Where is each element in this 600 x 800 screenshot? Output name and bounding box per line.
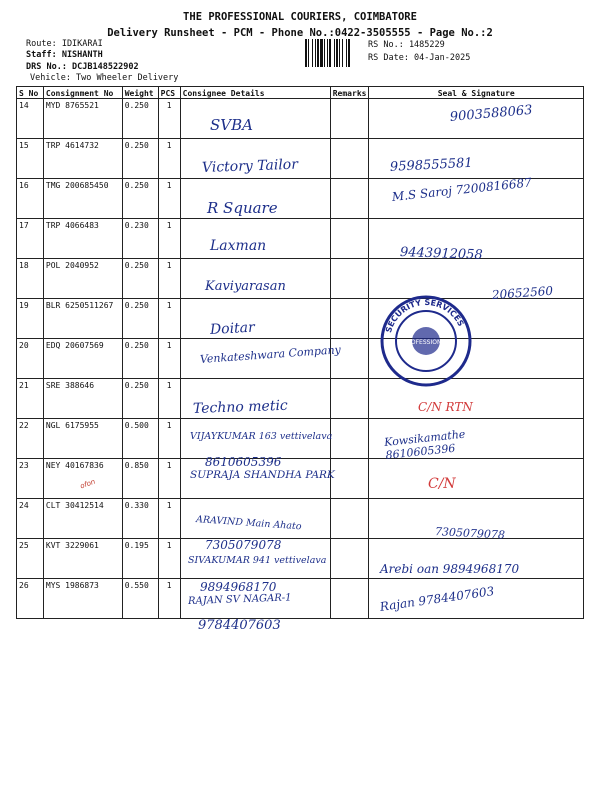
cell-remarks [330,379,369,419]
cell-consignment: MYD 8765521 [43,99,122,139]
col-header-consignee: Consignee Details [180,87,330,99]
cell-weight: 0.250 [122,299,158,339]
cell-remarks [330,179,369,219]
cell-remarks [330,99,369,139]
cell-consignment: TRP 4614732 [43,139,122,179]
consignee-phone-25: 9894968170 [200,580,277,594]
cell-weight: 0.550 [122,579,158,619]
barcode [305,39,363,67]
rs-date: RS Date: 04-Jan-2025 [368,53,471,63]
cell-weight: 0.250 [122,99,158,139]
table-row [17,139,584,179]
col-header-pcs: PCS [158,87,180,99]
cell-consignment: MYS 1986873 [43,579,122,619]
col-header-signature: Seal & Signature [369,87,584,99]
cell-remarks [330,139,369,179]
col-header-sno: S No [17,87,44,99]
cell-pcs: 1 [158,299,180,339]
col-header-remarks: Remarks [330,87,369,99]
cell-pcs: 1 [158,179,180,219]
vehicle-text: Vehicle: Two Wheeler Delivery [30,73,179,83]
signature-16: M.S Saroj 7200816687 [391,175,533,204]
cell-weight: 0.250 [122,379,158,419]
signature-15: 9598555581 [389,155,473,175]
cell-consignment: EDQ 20607569 [43,339,122,379]
company-title: THE PROFESSIONAL COURIERS, COIMBATORE [183,11,417,23]
staff-text: Staff: NISHANTH [26,50,103,60]
consignee-hand-21: Techno metic [192,397,289,417]
consignee-phone-24: 7305079078 [205,538,282,552]
cell-sno: 14 [17,99,44,139]
consignee-hand-23: SUPRAJA SHANDHA PARK [190,469,335,481]
cell-weight: 0.230 [122,219,158,259]
signature-23: C/N [428,476,456,492]
cell-weight: 0.195 [122,539,158,579]
cell-sno: 24 [17,499,44,539]
cell-weight: 0.250 [122,259,158,299]
cell-consignment: CLT 30412514 [43,499,122,539]
barcode-bar [350,39,351,67]
cell-pcs: 1 [158,459,180,499]
cell-pcs: 1 [158,379,180,419]
cell-sno: 20 [17,339,44,379]
consignee-hand-14: SVBA [210,116,253,134]
cell-sno: 18 [17,259,44,299]
table-row [17,299,584,339]
stamp-inner-text: PROFESSIONAL [403,339,449,346]
consignee-hand-15: Victory Tailor [201,156,299,176]
cell-sno: 15 [17,139,44,179]
consignee-phone-22: 8610605396 [205,455,282,469]
cell-consignment: KVT 3229061 [43,539,122,579]
cell-consignment: NGL 6175955 [43,419,122,459]
cell-sno: 16 [17,179,44,219]
cell-remarks [330,219,369,259]
col-header-consignment: Consignment No [43,87,122,99]
cell-sno: 23 [17,459,44,499]
cell-weight: 0.250 [122,339,158,379]
signature-25: Arebi oan 9894968170 [380,562,520,576]
cell-sno: 21 [17,379,44,419]
cell-weight: 0.250 [122,139,158,179]
cell-consignment: NEY 40167836 [43,459,122,499]
cell-consignment: BLR 6250511267 [43,299,122,339]
remark-note-23: ofon [79,477,97,491]
cell-pcs: 1 [158,139,180,179]
stamp-ring-text: SECURITY SERVICES [384,297,466,334]
signature-26: Rajan 9784407603 [379,584,496,614]
signature-14: 9003588063 [449,102,534,125]
consignee-hand-25: SIVAKUMAR 941 vettivelava [188,555,327,566]
cell-pcs: 1 [158,419,180,459]
cell-pcs: 1 [158,539,180,579]
cell-sno: 26 [17,579,44,619]
signature-24: 7305079078 [434,525,506,542]
consignee-phone-26: 9784407603 [198,618,281,633]
consignee-hand-26: RAJAN SV NAGAR-1 [187,592,292,607]
cell-sno: 17 [17,219,44,259]
table-row [17,379,584,419]
cell-consignment: SRE 388646 [43,379,122,419]
company-seal-stamp [378,293,474,389]
cell-signature [369,459,584,499]
cell-pcs: 1 [158,259,180,299]
cell-pcs: 1 [158,499,180,539]
cell-weight: 0.250 [122,179,158,219]
consignee-hand-18: Kaviyarasan [205,279,286,294]
cell-pcs: 1 [158,579,180,619]
cell-consignment: TMG 200685450 [43,179,122,219]
runsheet-subtitle: Delivery Runsheet - PCM - Phone No.:0422-3505555 - Page No.:2 [107,27,493,39]
cell-remarks [330,299,369,339]
signature-17: 9443912058 [399,245,483,263]
cell-consignment: POL 2040952 [43,259,122,299]
cell-weight: 0.330 [122,499,158,539]
cell-pcs: 1 [158,99,180,139]
cell-weight: 0.850 [122,459,158,499]
cell-remarks [330,259,369,299]
consignee-hand-20: Venkateshwara Company [199,343,342,366]
cell-sno: 22 [17,419,44,459]
consignee-hand-19: Doitar [209,319,256,338]
drs-number: DRS No.: DCJB148522902 [26,62,139,72]
cell-pcs: 1 [158,219,180,259]
cell-pcs: 1 [158,339,180,379]
consignee-hand-17: Laxman [210,238,267,254]
cell-weight: 0.500 [122,419,158,459]
cell-remarks [330,499,369,539]
consignee-hand-24: ARAVIND Main Ahato [195,514,302,533]
signature-21: C/N RTN [418,400,473,414]
signature-18: 20652560 [491,283,554,302]
table-row [17,219,584,259]
cell-consignee [180,99,330,139]
col-header-weight: Weight [122,87,158,99]
signature-22: Kowsikamathe 8610605396 [383,427,466,462]
consignee-hand-22: VIJAYKUMAR 163 vettivelava [190,431,333,442]
consignee-hand-16: R Square [207,199,278,217]
cell-consignment: TRP 4066483 [43,219,122,259]
rs-number: RS No.: 1485229 [368,40,445,50]
cell-sno: 19 [17,299,44,339]
route-text: Route: IDIKARAI [26,39,103,49]
cell-sno: 25 [17,539,44,579]
